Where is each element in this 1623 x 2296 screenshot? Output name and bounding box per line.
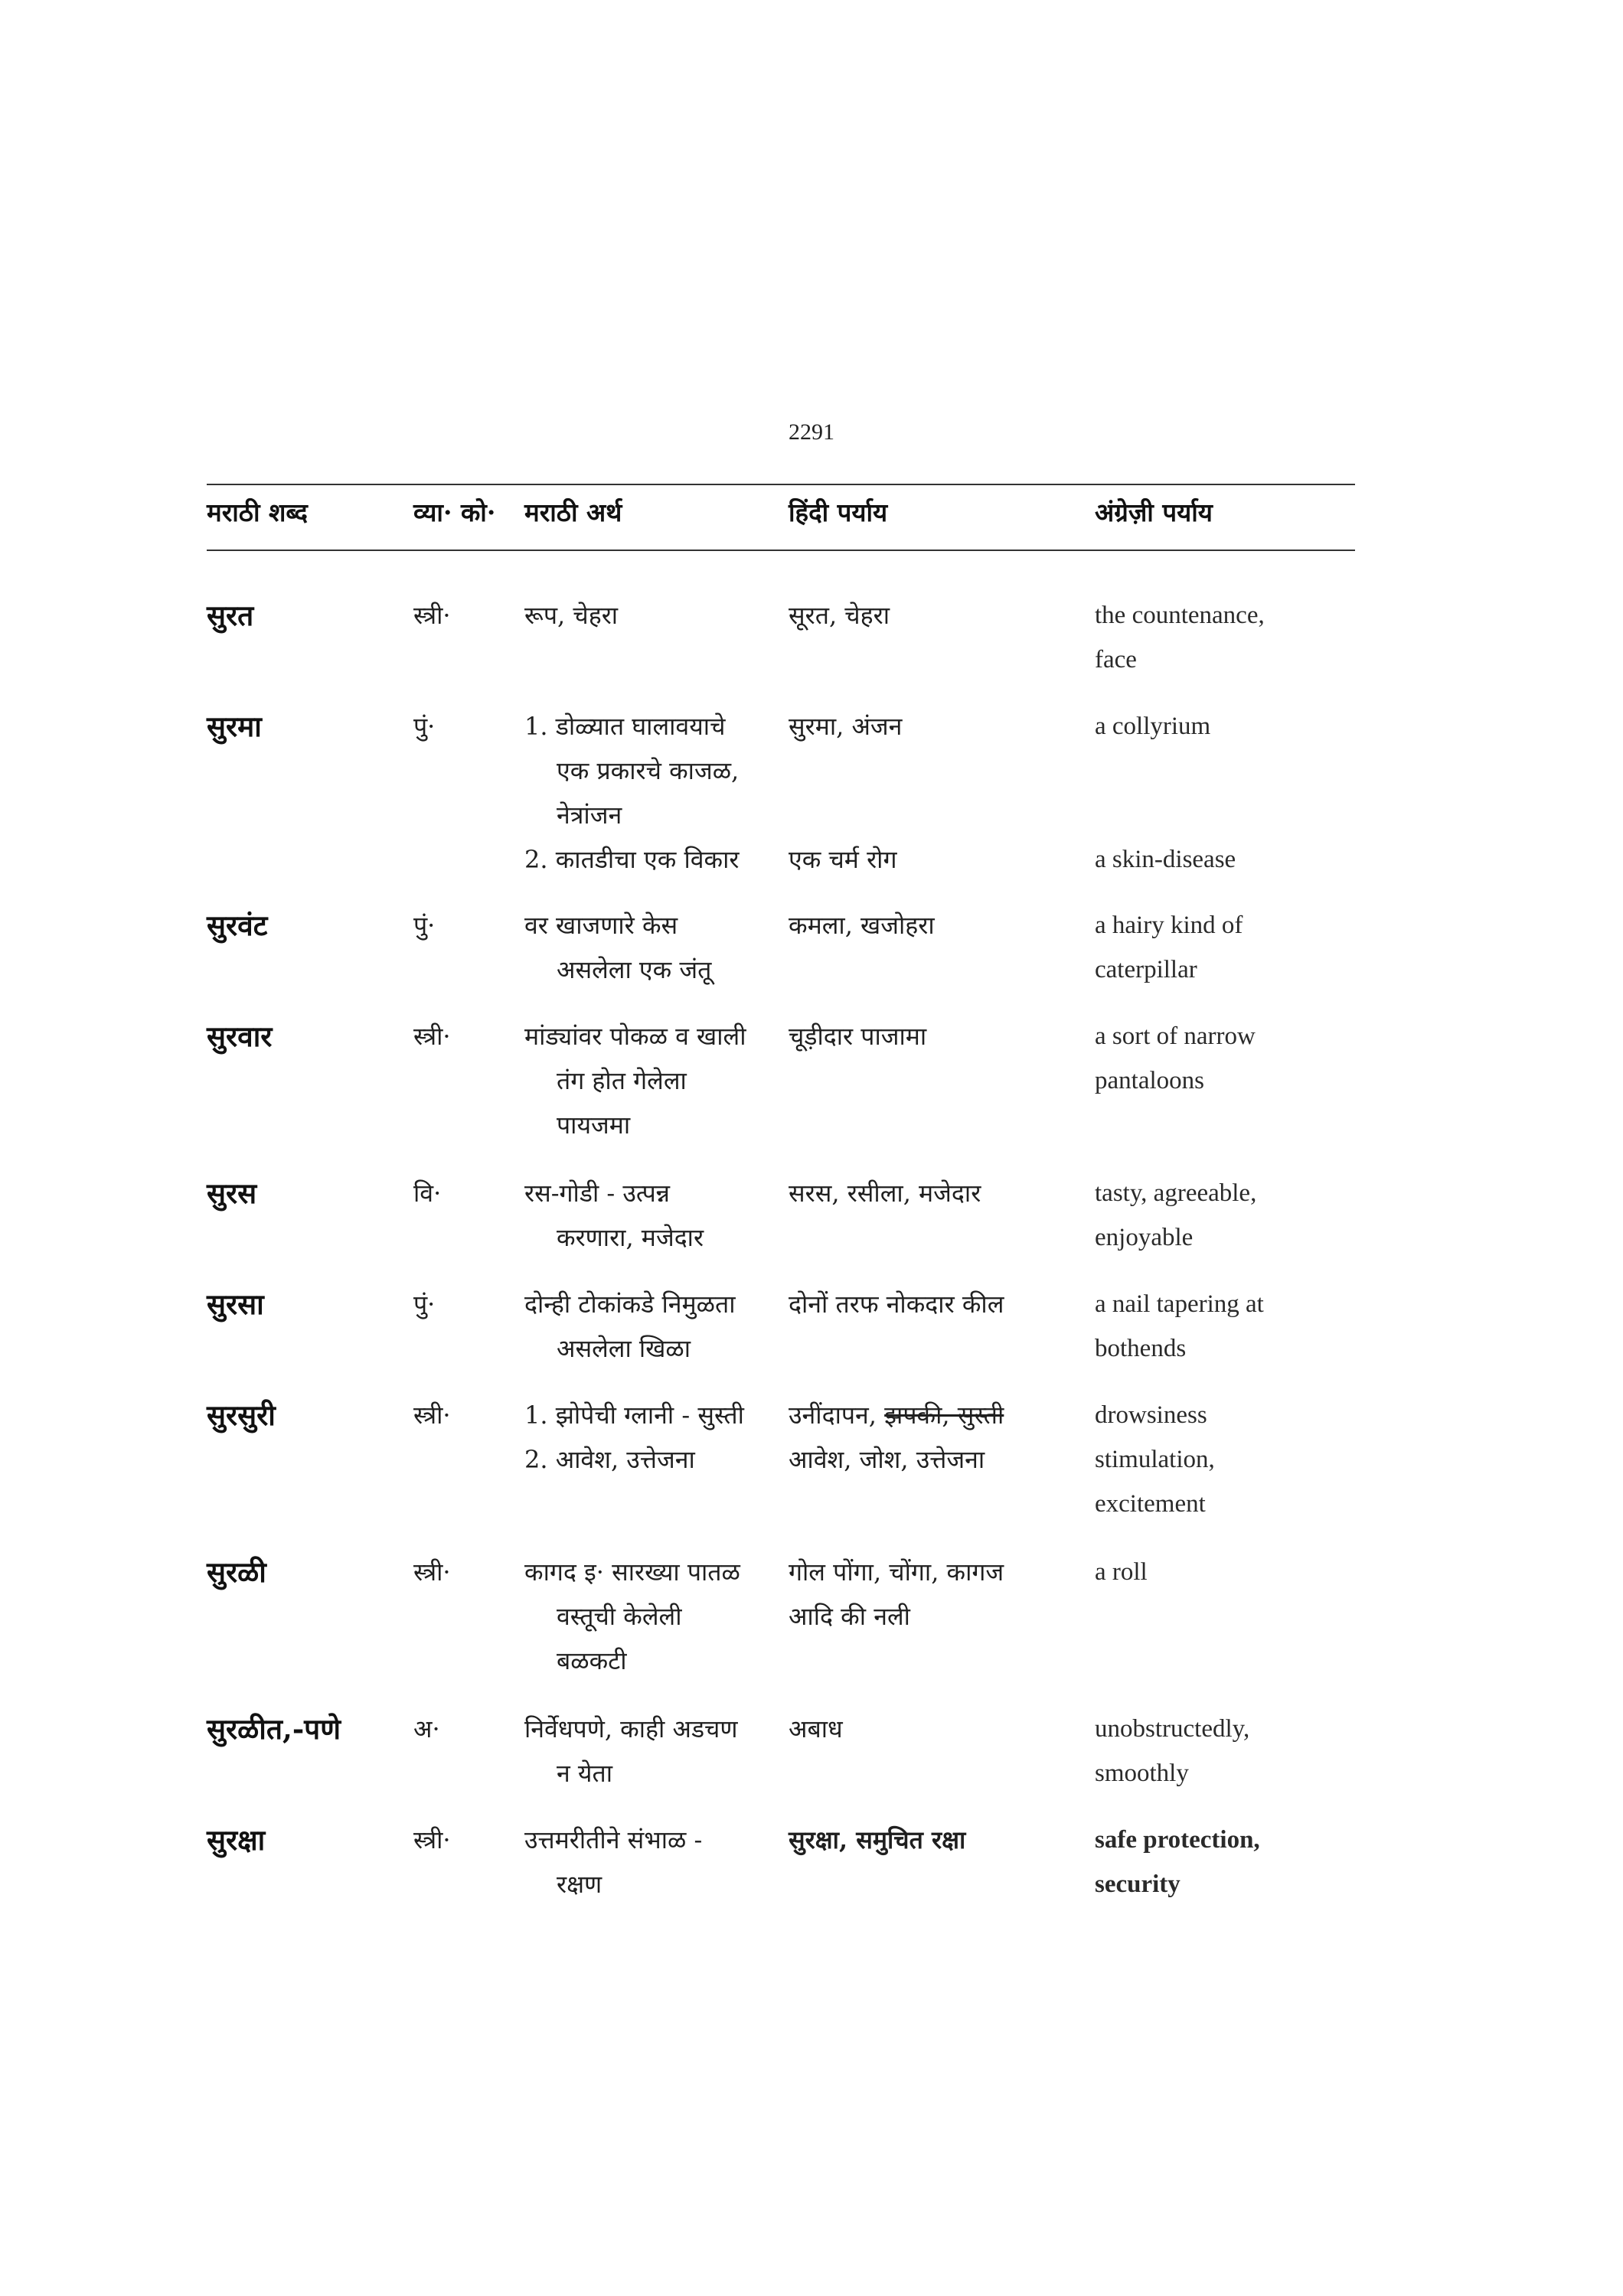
english-line: a sort of narrow bbox=[1095, 1022, 1256, 1050]
entry-marathi-meaning bbox=[524, 1171, 773, 1260]
entry-grammar: अ· bbox=[413, 1714, 440, 1743]
meaning-line: मांड्यांवर पोकळ व खाली bbox=[524, 1022, 746, 1051]
english-line: a collyrium bbox=[1095, 713, 1211, 740]
meaning-line: करणारा, मजेदार bbox=[557, 1223, 704, 1252]
entry-english bbox=[1095, 593, 1340, 682]
entry-word: सुरळीत,-पणे bbox=[207, 1712, 341, 1746]
meaning-line: असलेला खिळा bbox=[557, 1334, 691, 1363]
page-number: 2291 bbox=[789, 419, 834, 445]
entry-grammar: पुं· bbox=[413, 712, 436, 741]
english-line: a hairy kind of bbox=[1095, 912, 1243, 939]
hindi-line: अबाध bbox=[789, 1714, 843, 1743]
meaning-line: रस-गोडी - उत्पन्न bbox=[524, 1179, 671, 1208]
entry-marathi-meaning bbox=[524, 1393, 773, 1482]
entry-marathi-meaning bbox=[524, 903, 773, 992]
meaning-line: न येता bbox=[557, 1759, 613, 1788]
hindi-line: आवेश, जोश, उत्तेजना bbox=[789, 1445, 985, 1474]
struck-through-text: झपकी, सुस्ती bbox=[884, 1401, 1004, 1430]
english-line: excitement bbox=[1095, 1490, 1206, 1518]
meaning-line: दोन्ही टोकांकडे निमुळता bbox=[524, 1290, 736, 1319]
entry-marathi-meaning bbox=[524, 1550, 773, 1683]
header-english: अंग्रेज़ी पर्याय bbox=[1095, 497, 1213, 527]
entry-marathi-meaning bbox=[524, 1014, 773, 1147]
hindi-line: एक चर्म रोग bbox=[789, 845, 897, 874]
entry-word: सुरक्षा bbox=[207, 1823, 266, 1857]
table-header bbox=[0, 494, 1623, 540]
english-line: unobstructedly, bbox=[1095, 1715, 1250, 1743]
entry-hindi bbox=[789, 1393, 1079, 1482]
entry-word: सुरमा bbox=[207, 709, 262, 743]
english-line: tasty, agreeable, bbox=[1095, 1179, 1257, 1207]
english-line: smoothly bbox=[1095, 1760, 1189, 1787]
entry-marathi-meaning bbox=[524, 704, 773, 882]
entry-word: सुरवंट bbox=[207, 908, 268, 942]
english-line: stimulation, bbox=[1095, 1446, 1215, 1473]
entry-marathi-meaning bbox=[524, 1282, 773, 1371]
header-grammar: व्या· को· bbox=[413, 497, 496, 527]
entry-word: सुरसुरी bbox=[207, 1398, 276, 1432]
entry-word: सुरळी bbox=[207, 1555, 266, 1589]
english-line: drowsiness bbox=[1095, 1401, 1207, 1429]
table-header-rule bbox=[207, 550, 1355, 551]
hindi-line: सूरत, चेहरा bbox=[789, 601, 890, 630]
header-marathi-meaning: मराठी अर्थ bbox=[524, 497, 622, 527]
entry-english bbox=[1095, 1282, 1340, 1371]
english-line: enjoyable bbox=[1095, 1224, 1194, 1251]
entry-hindi bbox=[789, 704, 1079, 882]
table-top-rule bbox=[207, 484, 1355, 485]
entry-english bbox=[1095, 1818, 1340, 1906]
meaning-line: तंग होत गेलेला bbox=[557, 1066, 687, 1095]
hindi-line: चूड़ीदार पाजामा bbox=[789, 1022, 927, 1051]
hindi-line: गोल पोंगा, चोंगा, कागज bbox=[789, 1557, 1004, 1587]
hindi-line: कमला, खजोहरा bbox=[789, 911, 935, 940]
entry-grammar: स्त्री· bbox=[413, 1825, 451, 1854]
english-line: face bbox=[1095, 646, 1137, 673]
english-line: caterpillar bbox=[1095, 956, 1197, 983]
entry-grammar: स्त्री· bbox=[413, 1022, 451, 1051]
meaning-line: नेत्रांजन bbox=[557, 801, 622, 830]
entry-word: सुरस bbox=[207, 1176, 257, 1210]
english-line: pantaloons bbox=[1095, 1067, 1204, 1094]
hindi-line: सरस, रसीला, मजेदार bbox=[789, 1179, 981, 1208]
hindi-line bbox=[789, 1393, 1079, 1437]
entry-hindi bbox=[789, 1707, 1079, 1751]
header-hindi: हिंदी पर्याय bbox=[789, 497, 888, 527]
entry-english bbox=[1095, 1393, 1340, 1526]
entry-marathi-meaning bbox=[524, 1707, 773, 1795]
hindi-line: सुरक्षा, समुचित रक्षा bbox=[789, 1825, 966, 1854]
entry-grammar: स्त्री· bbox=[413, 1557, 451, 1587]
entry-english bbox=[1095, 903, 1340, 992]
hindi-line: आदि की नली bbox=[789, 1602, 910, 1631]
english-line: security bbox=[1095, 1870, 1181, 1898]
entry-english bbox=[1095, 704, 1340, 882]
english-line: a nail tapering at bbox=[1095, 1290, 1264, 1318]
hindi-line: दोनों तरफ नोकदार कील bbox=[789, 1290, 1004, 1319]
entry-hindi bbox=[789, 1550, 1079, 1639]
meaning-line: रक्षण bbox=[557, 1870, 603, 1899]
entry-grammar: स्त्री· bbox=[413, 601, 451, 630]
entry-english bbox=[1095, 1171, 1340, 1260]
entry-word: सुरत bbox=[207, 598, 254, 632]
meaning-line: 1. डोळ्यात घालावयाचे bbox=[524, 712, 726, 741]
entry-english bbox=[1095, 1014, 1340, 1103]
meaning-line: 1. झोपेची ग्लानी - सुस्ती bbox=[524, 1401, 744, 1430]
entry-grammar: पुं· bbox=[413, 911, 436, 940]
meaning-line: एक प्रकारचे काजळ, bbox=[557, 756, 740, 785]
entry-hindi bbox=[789, 593, 1079, 638]
english-line: safe protection, bbox=[1095, 1826, 1260, 1854]
entry-english bbox=[1095, 1550, 1340, 1594]
meaning-line: असलेला एक जंतू bbox=[557, 955, 712, 984]
entry-word: सुरसा bbox=[207, 1287, 264, 1321]
entry-hindi bbox=[789, 1282, 1079, 1326]
english-line: bothends bbox=[1095, 1335, 1187, 1362]
english-line: the countenance, bbox=[1095, 602, 1265, 629]
entry-word: सुरवार bbox=[207, 1019, 273, 1053]
meaning-line: निर्वेधपणे, काही अडचण bbox=[524, 1714, 738, 1743]
meaning-line: बळकटी bbox=[557, 1646, 627, 1675]
english-line: a skin-disease bbox=[1095, 846, 1236, 873]
meaning-line: वस्तूची केलेली bbox=[557, 1602, 682, 1631]
entry-marathi-meaning bbox=[524, 1818, 773, 1906]
hindi-line: सुरमा, अंजन bbox=[789, 712, 903, 741]
header-marathi-word: मराठी शब्द bbox=[207, 497, 308, 527]
meaning-line: 2. आवेश, उत्तेजना bbox=[524, 1445, 695, 1474]
meaning-line: रूप, चेहरा bbox=[524, 601, 619, 630]
entry-english bbox=[1095, 1707, 1340, 1795]
entry-marathi-meaning bbox=[524, 593, 773, 638]
hindi-text: उनींदापन, bbox=[789, 1401, 877, 1430]
meaning-line: कागद इ· सारख्या पातळ bbox=[524, 1557, 740, 1587]
meaning-line: वर खाजणारे केस bbox=[524, 911, 678, 940]
entry-hindi bbox=[789, 1171, 1079, 1215]
entry-hindi bbox=[789, 1818, 1079, 1862]
meaning-line: 2. कातडीचा एक विकार bbox=[524, 845, 740, 874]
entry-grammar: पुं· bbox=[413, 1290, 436, 1319]
entry-grammar: स्त्री· bbox=[413, 1401, 451, 1430]
entry-hindi bbox=[789, 903, 1079, 947]
meaning-line: पायजमा bbox=[557, 1110, 631, 1140]
english-line: a roll bbox=[1095, 1558, 1148, 1586]
meaning-line: उत्तमरीतीने संभाळ - bbox=[524, 1825, 703, 1854]
entry-hindi bbox=[789, 1014, 1079, 1058]
entry-grammar: वि· bbox=[413, 1179, 442, 1208]
